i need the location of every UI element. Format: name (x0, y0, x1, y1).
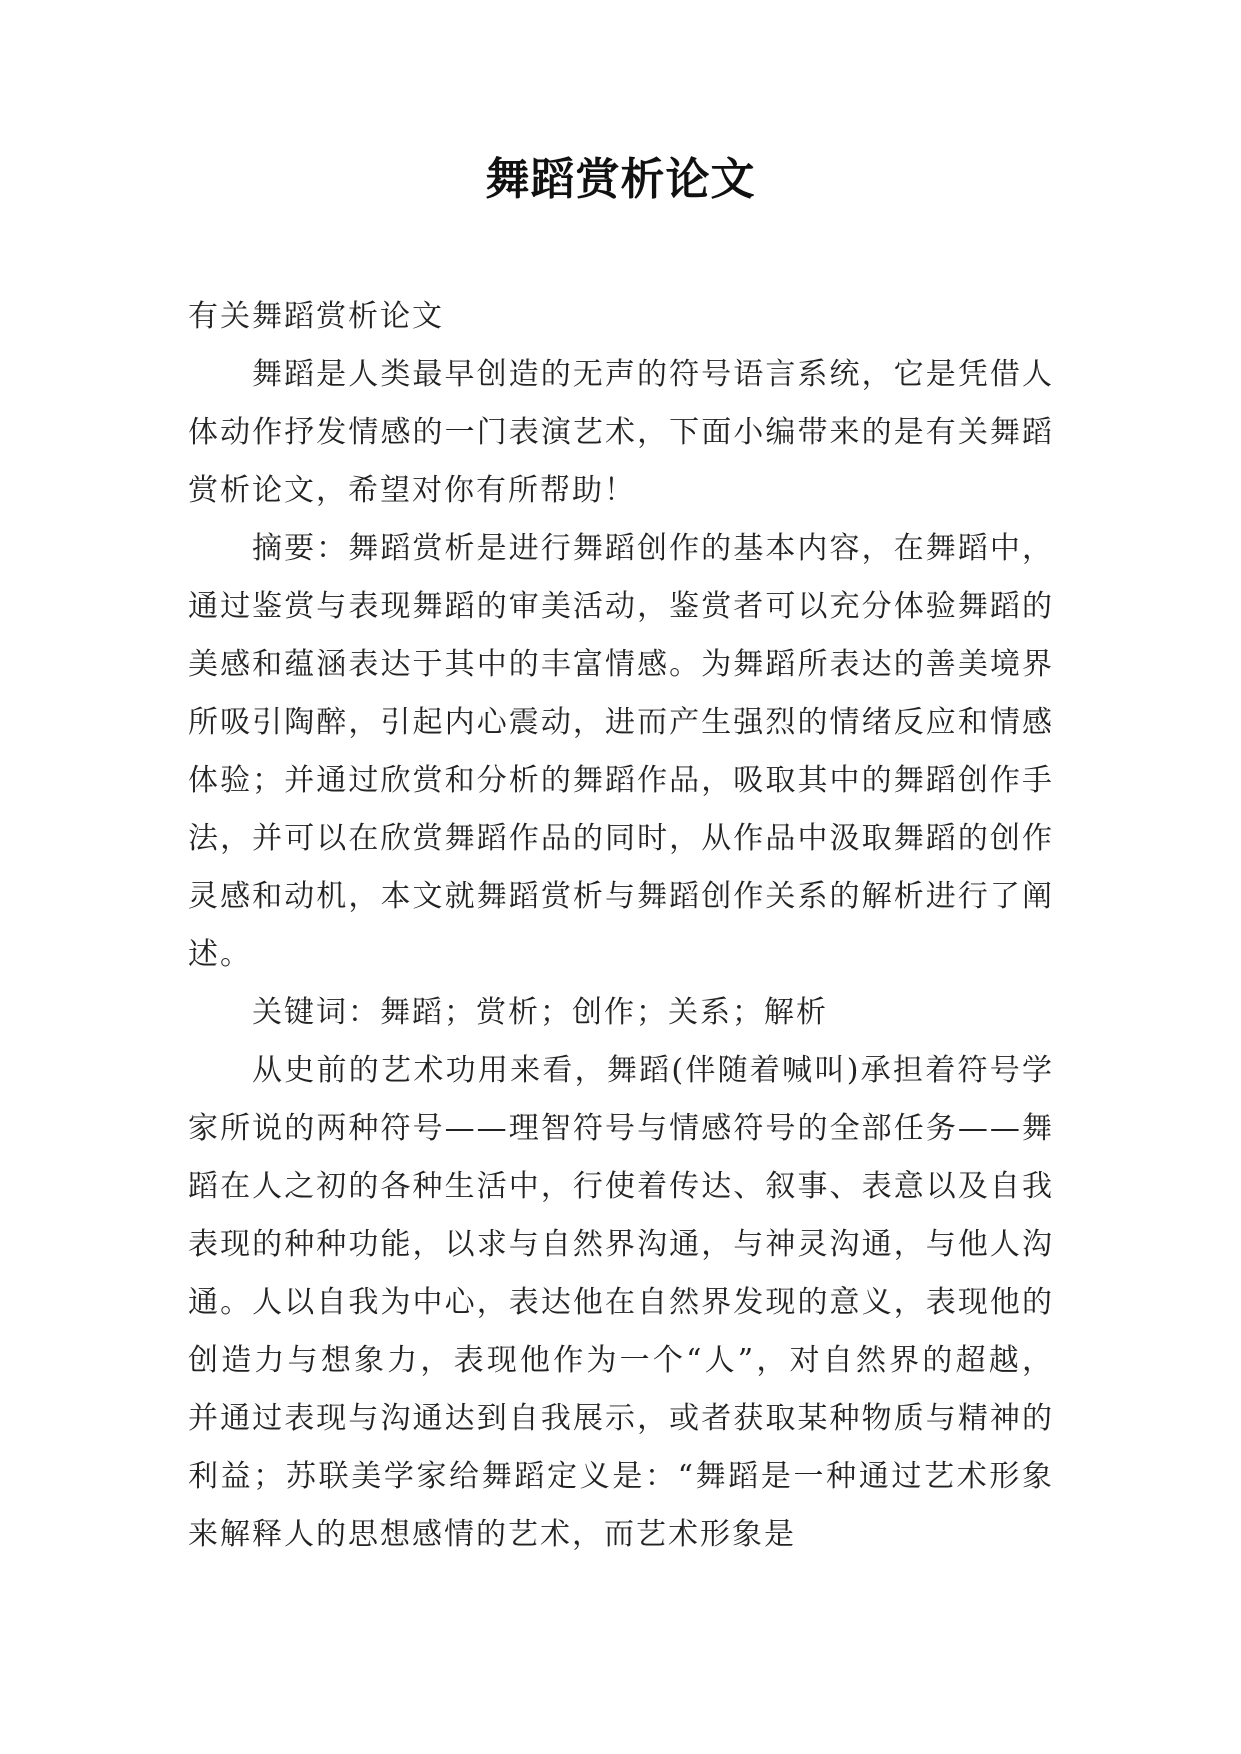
abstract-paragraph: 摘要：舞蹈赏析是进行舞蹈创作的基本内容，在舞蹈中，通过鉴赏与表现舞蹈的审美活动，鉴赏者可以充分体验舞蹈的美感和蕴涵表达于其中的丰富情感。为舞蹈所表达的善美境界所吸引陶醉，引起内心震动，进而产生强烈的情绪反应和情感体验；并通过欣赏和分析的舞蹈作品，吸取其中的舞蹈创作手法，并可以在欣赏舞蹈作品的同时，从作品中汲取舞蹈的创作灵感和动机，本文就舞蹈赏析与舞蹈创作关系的解析进行了阐述。 (188, 531, 1054, 972)
subtitle-line: 有关舞蹈赏析论文 (188, 299, 444, 334)
body-paragraph: 从史前的艺术功用来看，舞蹈(伴随着喊叫)承担着符号学家所说的两种符号——理智符号与情感符号的全部任务——舞蹈在人之初的各种生活中，行使着传达、叙事、表意以及自我表现的种种功能，以求与自然界沟通，与神灵沟通，与他人沟通。人以自我为中心，表达他在自然界发现的意义，表现他的创造力与想象力，表现他作为一个“人”，对自然界的超越，并通过表现与沟通达到自我展示，或者获取某种物质与精神的利益；苏联美学家给舞蹈定义是：“舞蹈是一种通过艺术形象来解释人的思想感情的艺术，而艺术形象是 (188, 1053, 1054, 1552)
document-body (188, 288, 1054, 1564)
keywords-line: 关键词：舞蹈；赏析；创作；关系；解析 (252, 995, 828, 1030)
intro-paragraph: 舞蹈是人类最早创造的无声的符号语言系统，它是凭借人体动作抒发情感的一门表演艺术，下面小编带来的是有关舞蹈赏析论文，希望对你有所帮助！ (188, 357, 1054, 508)
document-title: 舞蹈赏析论文 (485, 154, 756, 205)
